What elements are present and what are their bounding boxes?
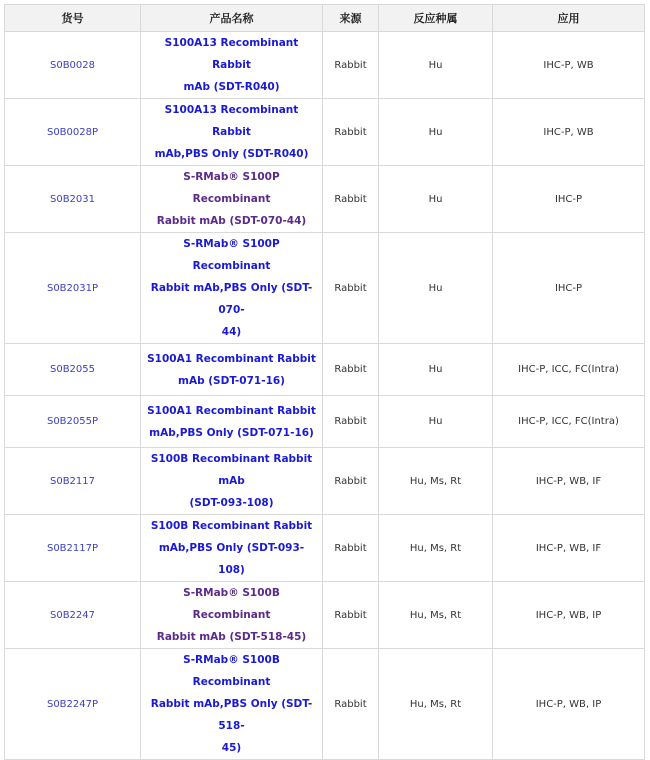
application-cell: IHC-P (493, 233, 645, 344)
species-cell: Hu (379, 99, 493, 166)
source-cell: Rabbit (323, 515, 379, 582)
species-cell: Hu (379, 396, 493, 448)
source-cell: Rabbit (323, 166, 379, 233)
source-cell: Rabbit (323, 99, 379, 166)
table-row (5, 166, 645, 233)
header-species: 反应种属 (379, 5, 493, 32)
product-code-link[interactable]: S0B2117P (46, 542, 99, 554)
table-row (5, 396, 645, 448)
source-cell: Rabbit (323, 396, 379, 448)
table-row (5, 233, 645, 344)
product-code-link[interactable]: S0B0028P (46, 126, 99, 138)
product-name-link[interactable]: S-RMab® S100P Recombinant Rabbit mAb (SDT-070-44) (156, 171, 307, 227)
header-product-name: 产品名称 (141, 5, 323, 32)
product-name-link[interactable]: S-RMab® S100B Recombinant Rabbit mAb (SDT-518-45) (156, 587, 307, 643)
species-cell: Hu (379, 233, 493, 344)
product-table-container (4, 4, 644, 760)
header-source: 来源 (323, 5, 379, 32)
application-cell: IHC-P, ICC, FC(Intra) (493, 344, 645, 396)
product-code-link[interactable]: S0B2031 (49, 193, 96, 205)
table-row (5, 448, 645, 515)
application-cell: IHC-P, WB (493, 32, 645, 99)
species-cell: Hu, Ms, Rt (379, 582, 493, 649)
species-cell: Hu, Ms, Rt (379, 448, 493, 515)
table-header-row (5, 5, 645, 32)
product-code-link[interactable]: S0B0028 (49, 59, 96, 71)
table-row (5, 515, 645, 582)
application-cell: IHC-P, WB (493, 99, 645, 166)
product-name-link[interactable]: S-RMab® S100B Recombinant Rabbit mAb,PBS Only (SDT-518- 45) (150, 654, 313, 754)
product-table (4, 4, 645, 760)
species-cell: Hu, Ms, Rt (379, 515, 493, 582)
header-application: 应用 (493, 5, 645, 32)
table-row (5, 99, 645, 166)
table-row (5, 32, 645, 99)
product-name-link[interactable]: S100A1 Recombinant Rabbit mAb (SDT-071-16) (147, 352, 316, 387)
header-code: 货号 (5, 5, 141, 32)
application-cell: IHC-P, WB, IF (493, 448, 645, 515)
source-cell: Rabbit (323, 649, 379, 760)
source-cell: Rabbit (323, 448, 379, 515)
source-cell: Rabbit (323, 32, 379, 99)
species-cell: Hu (379, 344, 493, 396)
product-code-link[interactable]: S0B2055P (46, 416, 99, 427)
application-cell: IHC-P (493, 166, 645, 233)
product-code-link[interactable]: S0B2031P (46, 282, 99, 294)
application-cell: IHC-P, ICC, FC(Intra) (493, 396, 645, 448)
product-name-link[interactable]: S100A13 Recombinant Rabbit mAb,PBS Only (SDT-R040) (154, 104, 309, 160)
product-code-link[interactable]: S0B2247P (46, 698, 99, 710)
source-cell: Rabbit (323, 344, 379, 396)
table-row (5, 582, 645, 649)
species-cell: Hu (379, 32, 493, 99)
application-cell: IHC-P, WB, IF (493, 515, 645, 582)
product-code-link[interactable]: S0B2247 (49, 609, 96, 621)
source-cell: Rabbit (323, 233, 379, 344)
product-name-link[interactable]: S100B Recombinant Rabbit mAb,PBS Only (SDT-093-108) (150, 520, 313, 576)
product-code-link[interactable]: S0B2055 (49, 364, 96, 375)
table-row (5, 649, 645, 760)
species-cell: Hu (379, 166, 493, 233)
product-code-link[interactable]: S0B2117 (49, 475, 96, 487)
application-cell: IHC-P, WB, IP (493, 582, 645, 649)
product-name-link[interactable]: S100B Recombinant Rabbit mAb (SDT-093-108) (150, 453, 313, 509)
product-name-link[interactable]: S100A1 Recombinant Rabbit mAb,PBS Only (SDT-071-16) (147, 404, 316, 439)
source-cell: Rabbit (323, 582, 379, 649)
product-name-link[interactable]: S100A13 Recombinant Rabbit mAb (SDT-R040) (164, 37, 299, 93)
table-row (5, 344, 645, 396)
application-cell: IHC-P, WB, IP (493, 649, 645, 760)
product-name-link[interactable]: S-RMab® S100P Recombinant Rabbit mAb,PBS Only (SDT-070- 44) (150, 238, 313, 338)
species-cell: Hu, Ms, Rt (379, 649, 493, 760)
